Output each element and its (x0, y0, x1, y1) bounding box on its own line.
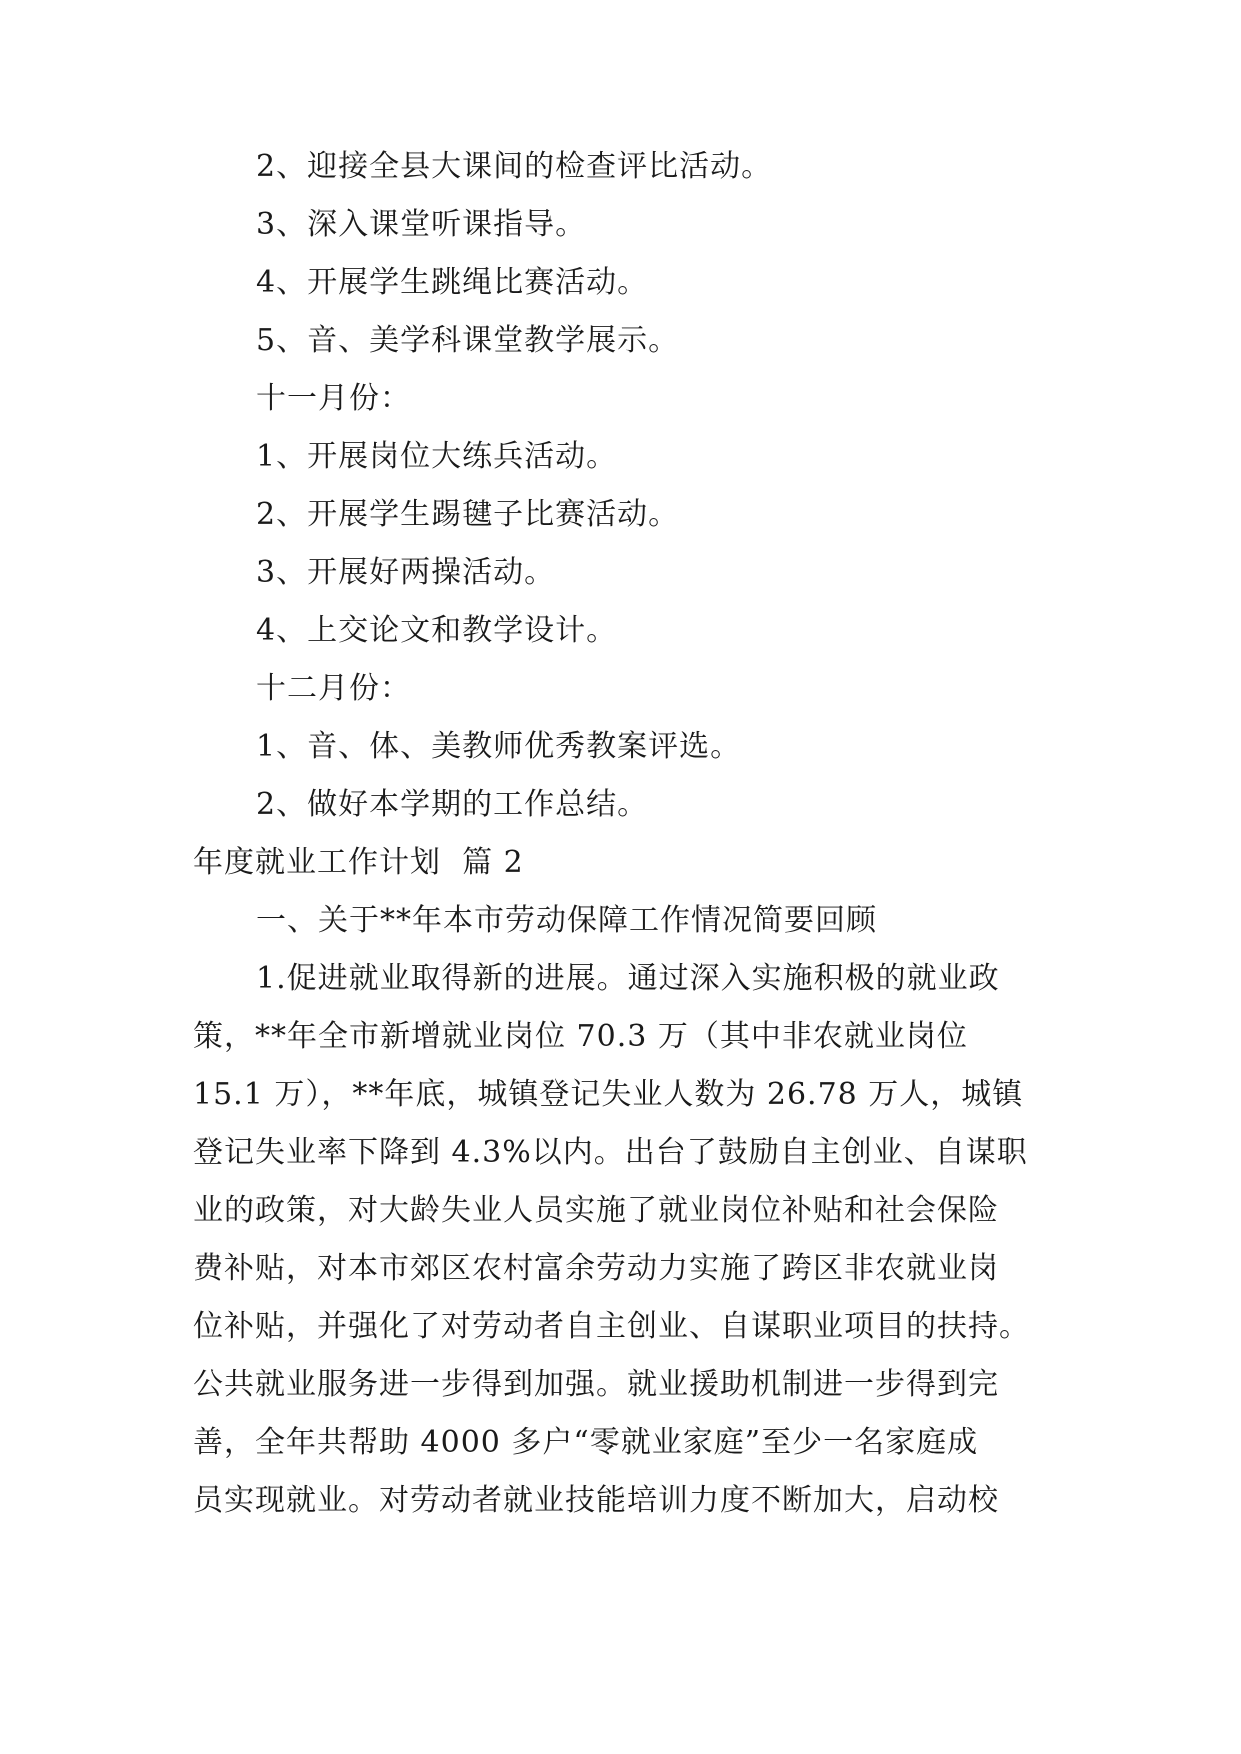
paragraph-line: 费补贴，对本市郊区农村富余劳动力实施了跨区非农就业岗 (193, 1251, 999, 1286)
list-item: 3、开展好两操活动。 (256, 555, 556, 590)
list-item: 2、开展学生踢毽子比赛活动。 (256, 497, 680, 532)
list-item: 2、迎接全县大课间的检查评比活动。 (256, 149, 773, 184)
month-heading-november: 十一月份： (256, 381, 411, 416)
paragraph-line: 位补贴，并强化了对劳动者自主创业、自谋职业项目的扶持。 (193, 1309, 1030, 1344)
paragraph-line: 登记失业率下降到 4.3%以内。出台了鼓励自主创业、自谋职 (193, 1135, 1028, 1170)
month-heading-december: 十二月份： (256, 671, 411, 706)
list-item: 2、做好本学期的工作总结。 (256, 787, 649, 822)
paragraph-line: 1.促进就业取得新的进展。通过深入实施积极的就业政 (256, 961, 1000, 996)
list-item: 4、开展学生跳绳比赛活动。 (256, 265, 649, 300)
list-item: 1、音、体、美教师优秀教案评选。 (256, 729, 742, 764)
list-item: 1、开展岗位大练兵活动。 (256, 439, 618, 474)
paragraph-line: 15.1 万），**年底，城镇登记失业人数为 26.78 万人，城镇 (193, 1077, 1024, 1112)
paragraph-line: 业的政策，对大龄失业人员实施了就业岗位补贴和社会保险 (193, 1193, 999, 1228)
section-heading: 一、关于**年本市劳动保障工作情况简要回顾 (256, 903, 877, 938)
paragraph-line: 策，**年全市新增就业岗位 70.3 万（其中非农就业岗位 (193, 1019, 968, 1054)
paragraph-line: 善，全年共帮助 4000 多户“零就业家庭”至少一名家庭成 (193, 1425, 979, 1460)
list-item: 4、上交论文和教学设计。 (256, 613, 618, 648)
list-item: 3、深入课堂听课指导。 (256, 207, 587, 242)
list-item: 5、音、美学科课堂教学展示。 (256, 323, 680, 358)
section-title: 年度就业工作计划 篇 2 (193, 845, 524, 880)
paragraph-line: 员实现就业。对劳动者就业技能培训力度不断加大，启动校 (193, 1483, 999, 1518)
paragraph-line: 公共就业服务进一步得到加强。就业援助机制进一步得到完 (193, 1367, 999, 1402)
